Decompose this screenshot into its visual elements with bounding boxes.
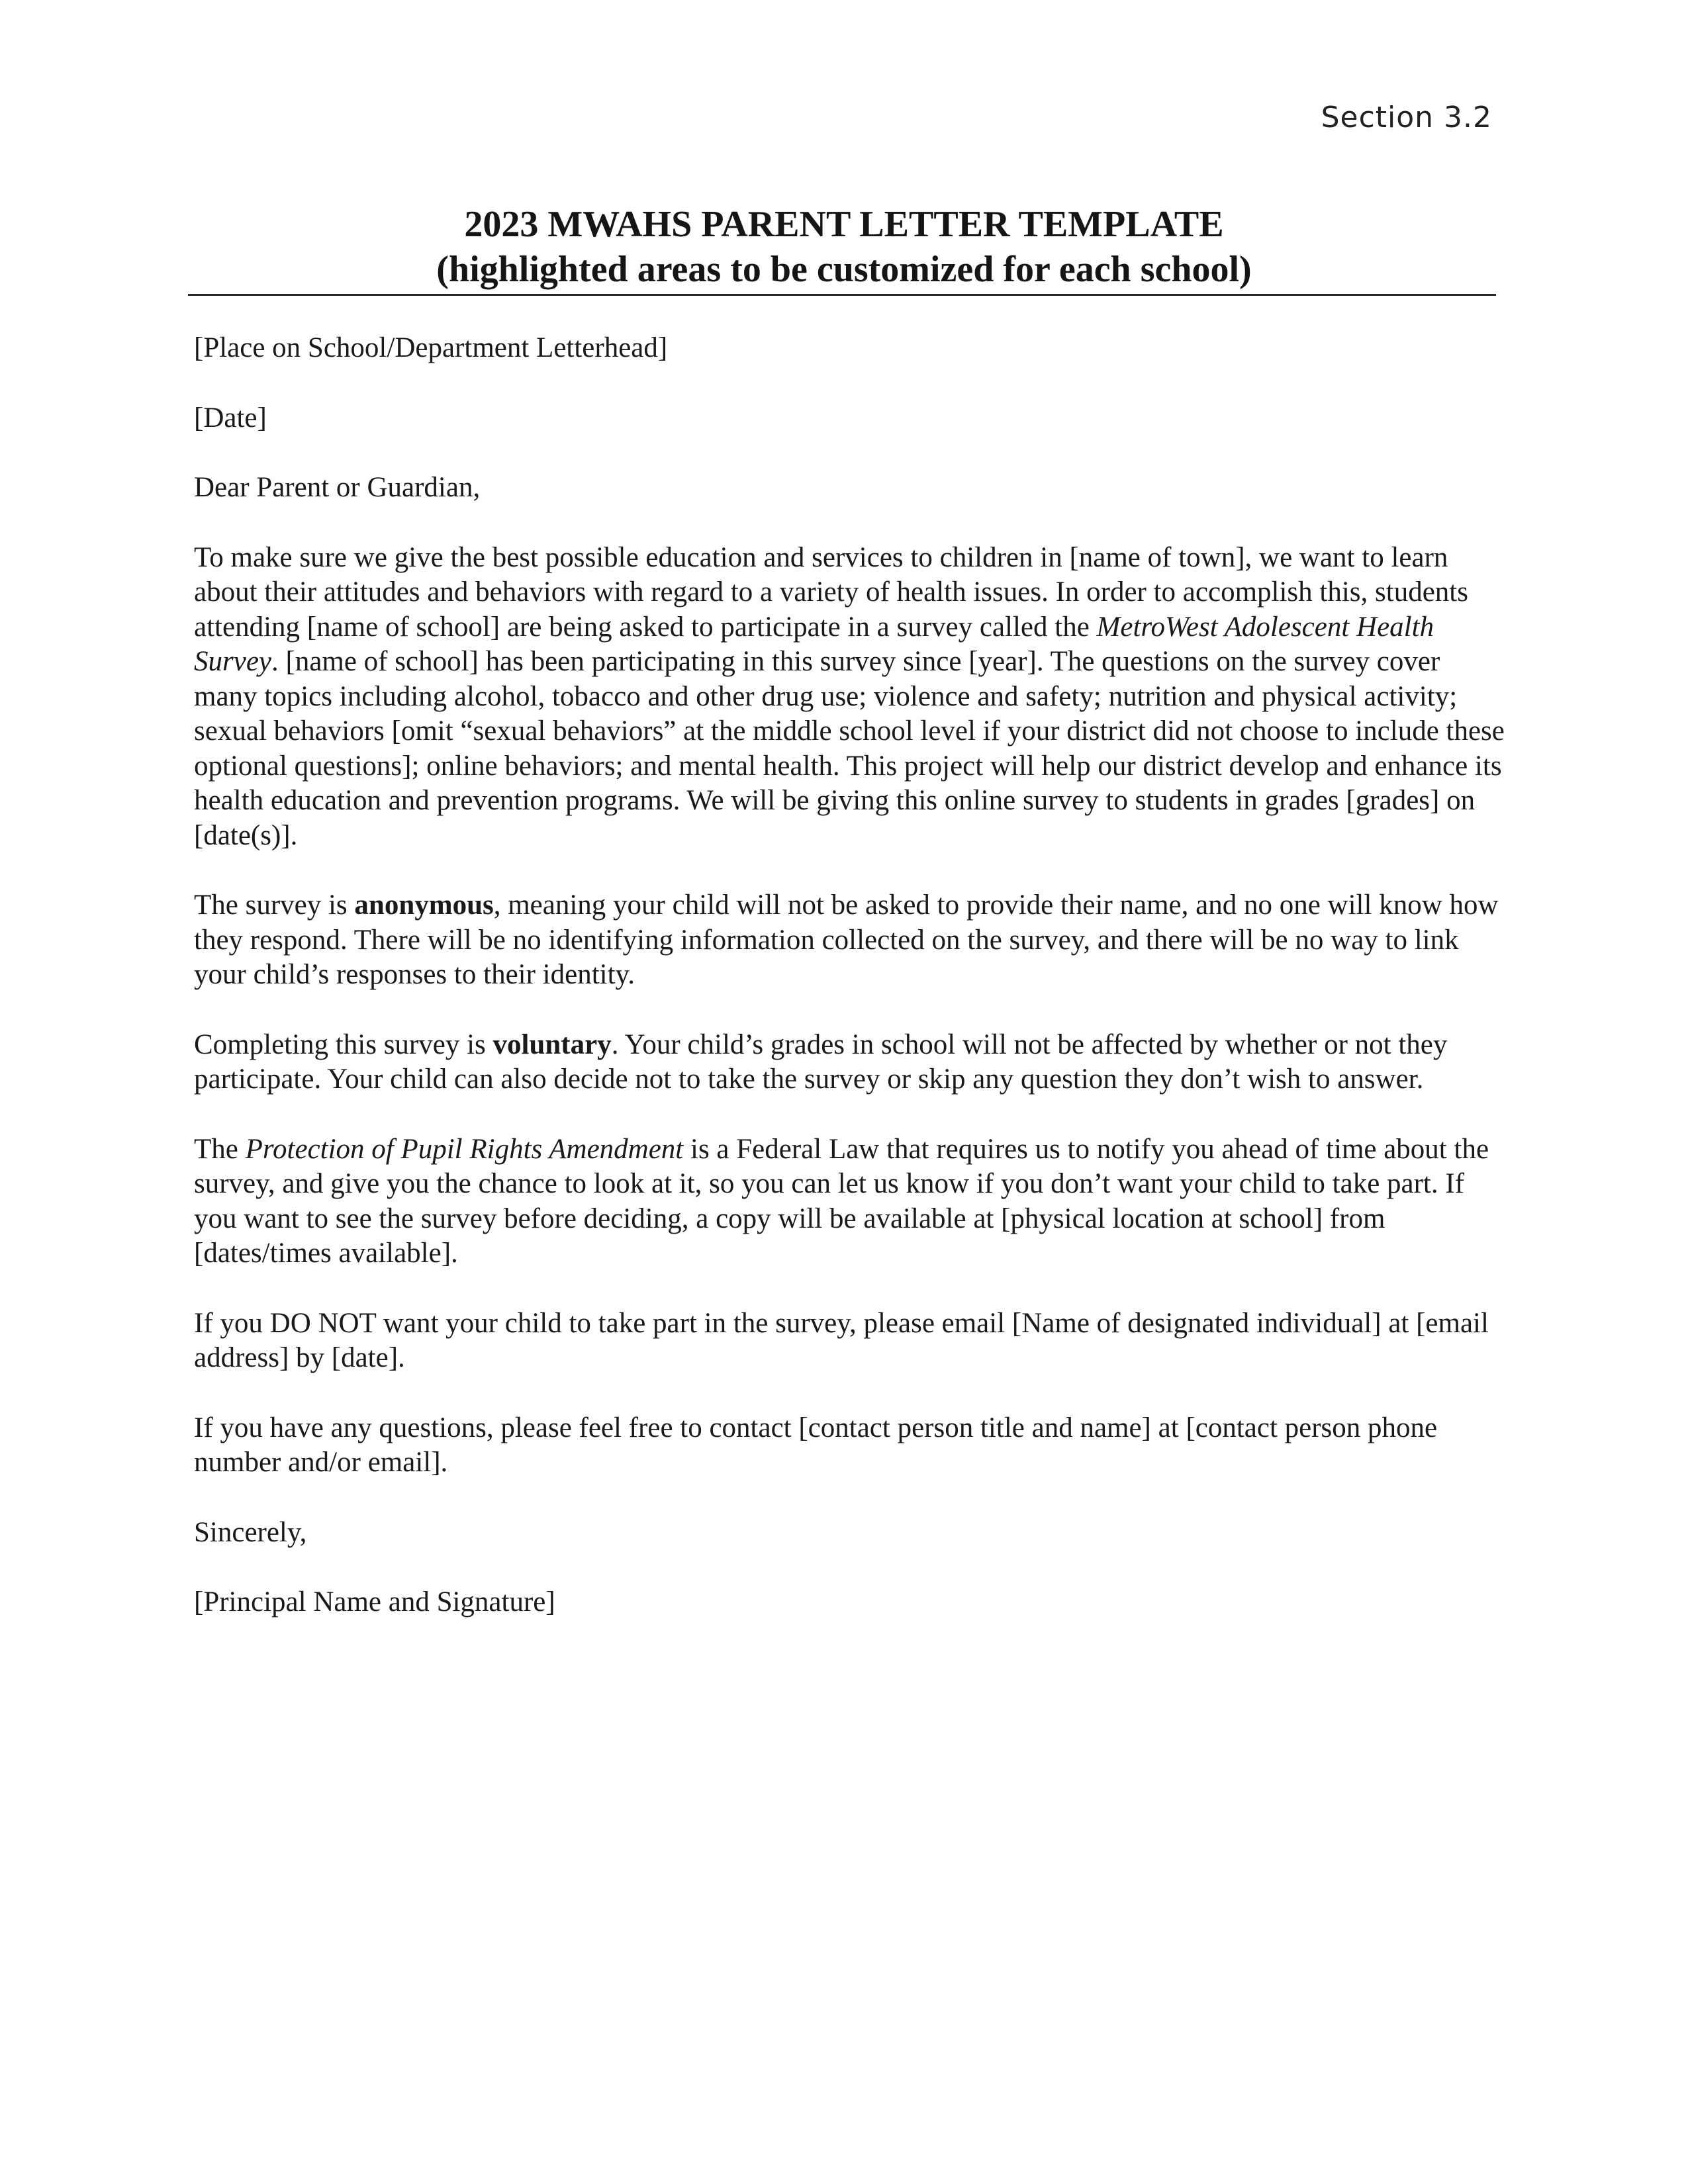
grades-placeholder: [grades] (1346, 785, 1440, 816)
year-placeholder: [year] (968, 646, 1037, 677)
individual-placeholder: [Name of designated individual] (1011, 1307, 1382, 1339)
school-placeholder: [name of school] (306, 611, 500, 643)
dates-placeholder: [date(s)] (194, 819, 291, 851)
closing: Sincerely, (194, 1516, 307, 1548)
text: by (289, 1342, 332, 1373)
ppra-name: Protection of Pupil Rights Amendment (245, 1133, 684, 1165)
voluntary-emphasis: voluntary (492, 1028, 612, 1060)
paragraph-anonymous (194, 888, 1505, 993)
deadline-placeholder: [date] (331, 1342, 399, 1373)
text: . (440, 1447, 448, 1478)
times-placeholder: [dates/times available] (194, 1238, 451, 1269)
text: . (398, 1342, 405, 1373)
signature-placeholder: [Principal Name and Signature] (194, 1586, 555, 1617)
salutation: Dear Parent or Guardian, (194, 472, 481, 503)
title-rule (188, 294, 1496, 296)
text: , we want to learn about their attitudes and behaviors with regard to a variety of health issues. In order to accomplish this, students attending (194, 541, 1468, 643)
contact-info-placeholder: [contact person phone number and/or email] (194, 1412, 1438, 1478)
text: . (290, 819, 298, 851)
survey-name: MetroWest Adolescent Health Survey (194, 611, 1434, 677)
title-line-1: 2023 MWAHS PARENT LETTER TEMPLATE (464, 204, 1224, 245)
anonymous-emphasis: anonymous (354, 889, 494, 921)
document-title (0, 202, 1688, 292)
text: has been participating in this survey since (478, 646, 969, 677)
text: The (194, 1133, 246, 1165)
text: . (451, 1238, 458, 1269)
text: is a Federal Law that requires us to notify you ahead of time about the survey, and give you the chance to look at it, so you can let us know if you don’t want your child to take part. If you want to see the survey before deciding, a copy will be available at (194, 1133, 1489, 1234)
title-line-2: (highlighted areas to be customized for each school) (436, 249, 1252, 290)
school-placeholder: [name of school] (285, 646, 479, 677)
text: ; online behaviors; and mental health. This project will help our district develop and enhance its health education and prevention programs. We will be giving this online survey to students in grades (194, 750, 1502, 816)
text: If you DO NOT want your child to take part in the survey, please email (194, 1307, 1012, 1339)
text: at (1381, 1307, 1417, 1339)
paragraph-ppra (194, 1132, 1505, 1271)
text: . (271, 646, 286, 677)
text: . Your child’s grades in school will not be affected by whether or not they participate. Your child can also decide not to take the survey or skip any question they don’t wish to answer. (194, 1028, 1448, 1095)
section-label: Section 3.2 (1321, 101, 1492, 134)
date-placeholder: [Date] (194, 402, 267, 433)
omit-note: [omit “sexual behaviors” at the middle school level if your district did not choose to include these optional questions] (194, 715, 1505, 782)
letterhead-placeholder: [Place on School/Department Letterhead] (194, 332, 668, 363)
text: The survey is (194, 889, 355, 921)
text: on (1439, 785, 1476, 816)
paragraph-contact (194, 1411, 1505, 1480)
paragraph-intro (194, 541, 1505, 854)
email-placeholder: [email address] (194, 1307, 1489, 1373)
letter-body (194, 331, 1505, 1655)
paragraph-opt-out (194, 1306, 1505, 1376)
text: If you have any questions, please feel free to contact (194, 1412, 799, 1443)
paragraph-voluntary (194, 1028, 1505, 1097)
text: Completing this survey is (194, 1028, 493, 1060)
text: . The questions on the survey cover many topics including alcohol, tobacco and other drug use; violence and safety; nutrition and physical activity; sexual behaviors (194, 646, 1458, 747)
text: from (1323, 1203, 1385, 1234)
text: at (1150, 1412, 1186, 1443)
contact-name-placeholder: [contact person title and name] (798, 1412, 1151, 1443)
text: are being asked to participate in a survey called the (500, 611, 1097, 643)
location-placeholder: [physical location at school] (1001, 1203, 1323, 1234)
town-placeholder: [name of town] (1069, 541, 1245, 573)
text: , meaning your child will not be asked to provide their name, and no one will know how they respond. There will be no identifying information collected on the survey, and there will be no way to link your child’s responses to their identity. (194, 889, 1499, 990)
text: To make sure we give the best possible education and services to children in (194, 541, 1070, 573)
